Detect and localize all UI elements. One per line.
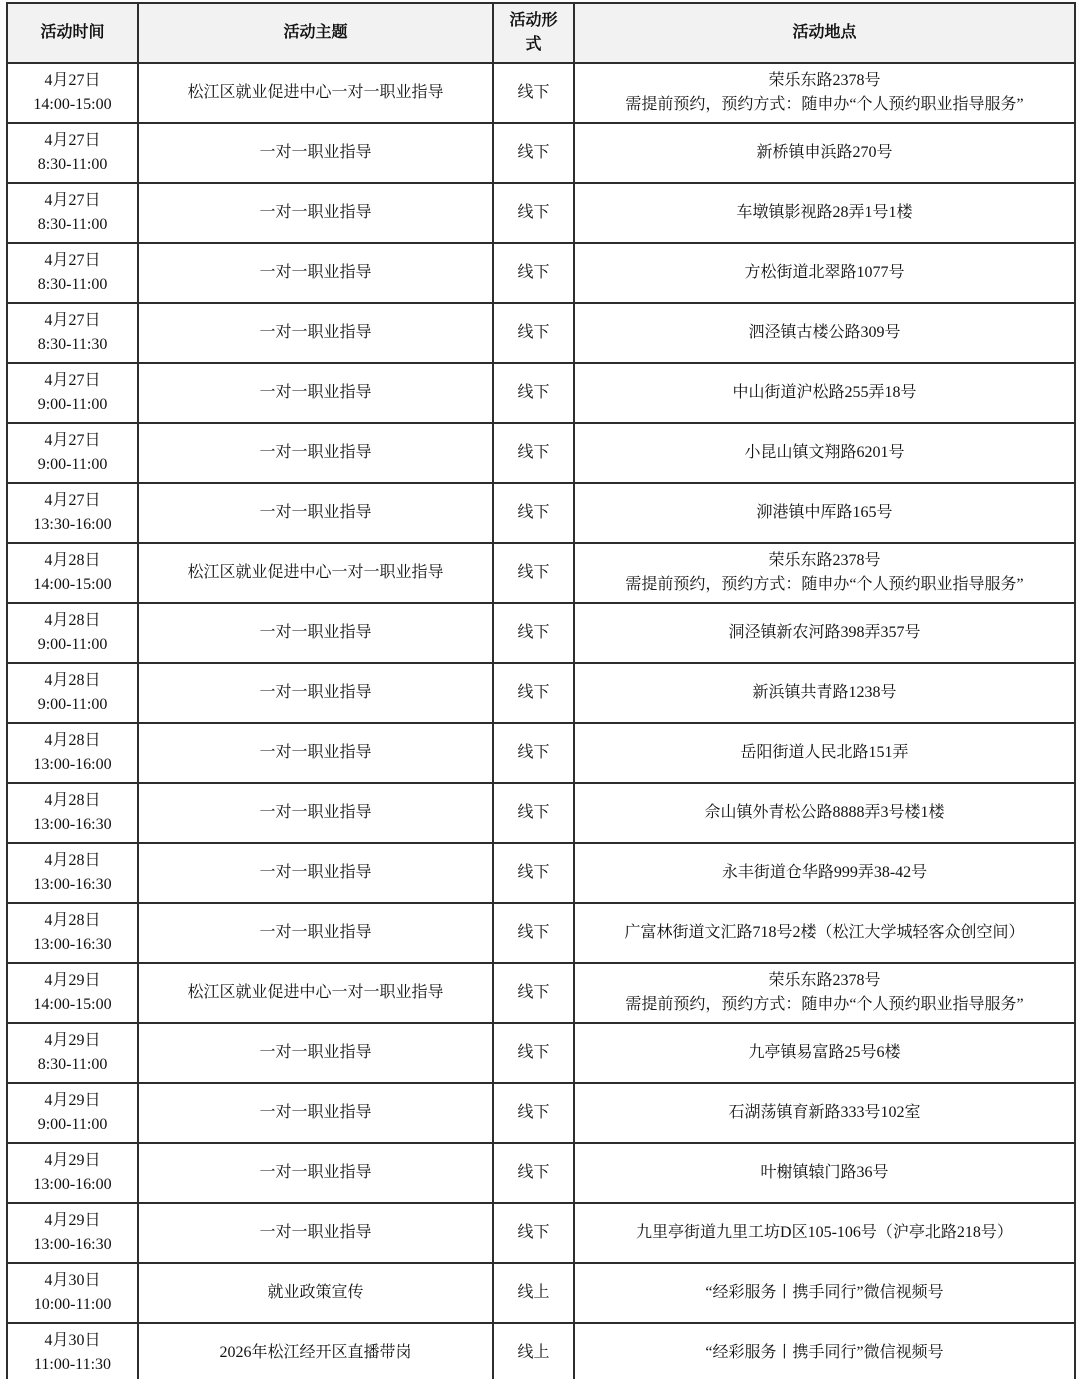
cell-activity-format: 线下 — [493, 303, 574, 363]
cell-activity-location — [574, 183, 1075, 243]
cell-activity-time — [7, 63, 138, 123]
cell-activity-theme: 一对一职业指导 — [138, 423, 493, 483]
table-row — [7, 543, 1075, 603]
cell-activity-theme: 松江区就业促进中心一对一职业指导 — [138, 543, 493, 603]
activity-location: 新浜镇共青路1238号 — [752, 684, 897, 701]
cell-activity-location — [574, 1263, 1075, 1323]
cell-activity-format: 线下 — [493, 483, 574, 543]
cell-activity-location — [574, 123, 1075, 183]
cell-activity-location — [574, 843, 1075, 903]
cell-activity-time — [7, 1323, 138, 1379]
cell-activity-theme: 一对一职业指导 — [138, 243, 493, 303]
cell-activity-theme: 一对一职业指导 — [138, 483, 493, 543]
activity-time-range: 8:30-11:00 — [37, 156, 108, 173]
activity-location: 九里亭街道九里工坊D区105-106号（沪亭北路218号） — [636, 1224, 1013, 1241]
cell-activity-theme: 一对一职业指导 — [138, 903, 493, 963]
column-header-activity-location: 活动地点 — [574, 3, 1075, 63]
table-row — [7, 1263, 1075, 1323]
activity-date: 4月27日 — [44, 492, 101, 509]
activity-location: 洞泾镇新农河路398弄357号 — [728, 624, 921, 641]
table-row — [7, 1023, 1075, 1083]
activity-date: 4月28日 — [44, 552, 101, 569]
cell-activity-format: 线下 — [493, 723, 574, 783]
activity-date: 4月29日 — [44, 1212, 101, 1229]
activity-time-range: 8:30-11:00 — [37, 216, 108, 233]
activity-time-range: 9:00-11:00 — [37, 696, 108, 713]
table-row — [7, 963, 1075, 1023]
cell-activity-location — [574, 663, 1075, 723]
activity-date: 4月29日 — [44, 1092, 101, 1109]
cell-activity-time — [7, 783, 138, 843]
cell-activity-theme: 一对一职业指导 — [138, 303, 493, 363]
cell-activity-format: 线下 — [493, 663, 574, 723]
table-row — [7, 363, 1075, 423]
cell-activity-location — [574, 243, 1075, 303]
activity-location: 新桥镇申浜路270号 — [756, 144, 893, 161]
activity-location: 中山街道沪松路255弄18号 — [732, 384, 917, 401]
cell-activity-format: 线下 — [493, 1203, 574, 1263]
table-row — [7, 843, 1075, 903]
cell-activity-format: 线下 — [493, 783, 574, 843]
table-row — [7, 423, 1075, 483]
cell-activity-theme: 一对一职业指导 — [138, 603, 493, 663]
activity-time-range: 11:00-11:30 — [33, 1356, 112, 1373]
activity-time-range: 13:00-16:00 — [33, 1176, 112, 1193]
activity-date: 4月27日 — [44, 312, 101, 329]
header-row — [7, 3, 1075, 63]
table-row — [7, 183, 1075, 243]
cell-activity-location — [574, 1083, 1075, 1143]
activity-date: 4月30日 — [44, 1332, 101, 1349]
cell-activity-theme: 一对一职业指导 — [138, 783, 493, 843]
cell-activity-time — [7, 1083, 138, 1143]
cell-activity-theme: 一对一职业指导 — [138, 723, 493, 783]
table-row — [7, 783, 1075, 843]
column-header-activity-time: 活动时间 — [7, 3, 138, 63]
cell-activity-time — [7, 1263, 138, 1323]
activity-location: 石湖荡镇育新路333号102室 — [728, 1104, 921, 1121]
activity-location: 岳阳街道人民北路151弄 — [740, 744, 909, 761]
cell-activity-time — [7, 183, 138, 243]
activity-date: 4月28日 — [44, 852, 101, 869]
activity-location-note: 需提前预约，预约方式：随申办“个人预约职业指导服务” — [625, 576, 1024, 593]
cell-activity-time — [7, 723, 138, 783]
activity-time-range: 13:00-16:00 — [33, 756, 112, 773]
cell-activity-format: 线上 — [493, 1263, 574, 1323]
cell-activity-time — [7, 903, 138, 963]
activity-date: 4月27日 — [44, 372, 101, 389]
activity-location: “经彩服务丨携手同行”微信视频号 — [705, 1284, 944, 1301]
cell-activity-time — [7, 1023, 138, 1083]
cell-activity-location — [574, 963, 1075, 1023]
table-row — [7, 603, 1075, 663]
cell-activity-location — [574, 483, 1075, 543]
activity-date: 4月29日 — [44, 1032, 101, 1049]
cell-activity-format: 线下 — [493, 603, 574, 663]
table-body — [7, 63, 1075, 1379]
cell-activity-time — [7, 663, 138, 723]
cell-activity-location — [574, 63, 1075, 123]
table-row — [7, 63, 1075, 123]
cell-activity-location — [574, 603, 1075, 663]
activity-location: 佘山镇外青松公路8888弄3号楼1楼 — [704, 804, 945, 821]
table-row — [7, 1323, 1075, 1379]
activity-time-range: 13:30-16:00 — [33, 516, 112, 533]
activity-time-range: 8:30-11:30 — [37, 336, 108, 353]
table-row — [7, 1203, 1075, 1263]
activity-time-range: 13:00-16:30 — [33, 816, 112, 833]
activity-time-range: 13:00-16:30 — [33, 936, 112, 953]
table-row — [7, 663, 1075, 723]
table-row — [7, 723, 1075, 783]
activity-date: 4月29日 — [44, 972, 101, 989]
table-row — [7, 903, 1075, 963]
cell-activity-format: 线下 — [493, 1143, 574, 1203]
cell-activity-theme: 一对一职业指导 — [138, 183, 493, 243]
activity-time-range: 13:00-16:30 — [33, 1236, 112, 1253]
cell-activity-location — [574, 543, 1075, 603]
cell-activity-time — [7, 843, 138, 903]
activity-date: 4月27日 — [44, 192, 101, 209]
cell-activity-location — [574, 303, 1075, 363]
table-row — [7, 1083, 1075, 1143]
cell-activity-theme: 就业政策宣传 — [138, 1263, 493, 1323]
cell-activity-format: 线下 — [493, 1023, 574, 1083]
activity-date: 4月27日 — [44, 72, 101, 89]
cell-activity-theme: 一对一职业指导 — [138, 1023, 493, 1083]
cell-activity-location — [574, 1323, 1075, 1379]
cell-activity-time — [7, 603, 138, 663]
activity-location: 荣乐东路2378号 — [768, 972, 881, 989]
cell-activity-location — [574, 363, 1075, 423]
column-header-activity-format: 活动形式 — [493, 3, 574, 63]
activity-location: 小昆山镇文翔路6201号 — [744, 444, 905, 461]
activity-date: 4月28日 — [44, 732, 101, 749]
activity-date: 4月29日 — [44, 1152, 101, 1169]
cell-activity-format: 线下 — [493, 963, 574, 1023]
activity-location: 荣乐东路2378号 — [768, 552, 881, 569]
cell-activity-theme: 一对一职业指导 — [138, 1083, 493, 1143]
activity-date: 4月27日 — [44, 432, 101, 449]
column-header-activity-theme: 活动主题 — [138, 3, 493, 63]
cell-activity-format: 线下 — [493, 843, 574, 903]
activity-time-range: 8:30-11:00 — [37, 276, 108, 293]
cell-activity-location — [574, 1143, 1075, 1203]
table-row — [7, 123, 1075, 183]
activity-location: 九亭镇易富路25号6楼 — [748, 1044, 901, 1061]
cell-activity-theme: 一对一职业指导 — [138, 363, 493, 423]
cell-activity-time — [7, 363, 138, 423]
cell-activity-format: 线下 — [493, 243, 574, 303]
activity-time-range: 9:00-11:00 — [37, 456, 108, 473]
cell-activity-format: 线下 — [493, 123, 574, 183]
table-row — [7, 483, 1075, 543]
activity-time-range: 8:30-11:00 — [37, 1056, 108, 1073]
activity-location: 泖港镇中厍路165号 — [756, 504, 893, 521]
table-row — [7, 243, 1075, 303]
cell-activity-time — [7, 963, 138, 1023]
cell-activity-time — [7, 1143, 138, 1203]
activity-date: 4月28日 — [44, 672, 101, 689]
cell-activity-theme: 一对一职业指导 — [138, 1143, 493, 1203]
cell-activity-format: 线下 — [493, 363, 574, 423]
cell-activity-theme: 松江区就业促进中心一对一职业指导 — [138, 63, 493, 123]
activity-time-range: 13:00-16:30 — [33, 876, 112, 893]
cell-activity-location — [574, 1023, 1075, 1083]
activity-date: 4月30日 — [44, 1272, 101, 1289]
cell-activity-time — [7, 543, 138, 603]
cell-activity-theme: 一对一职业指导 — [138, 1203, 493, 1263]
activity-time-range: 10:00-11:00 — [33, 1296, 112, 1313]
activity-location: “经彩服务丨携手同行”微信视频号 — [705, 1344, 944, 1361]
cell-activity-location — [574, 1203, 1075, 1263]
activity-date: 4月28日 — [44, 612, 101, 629]
cell-activity-format: 线下 — [493, 1083, 574, 1143]
cell-activity-time — [7, 483, 138, 543]
cell-activity-time — [7, 243, 138, 303]
activity-location: 泗泾镇古楼公路309号 — [748, 324, 901, 341]
activity-location: 荣乐东路2378号 — [768, 72, 881, 89]
table-header — [7, 3, 1075, 63]
activity-time-range: 9:00-11:00 — [37, 636, 108, 653]
cell-activity-format: 线下 — [493, 63, 574, 123]
activity-date: 4月28日 — [44, 792, 101, 809]
cell-activity-location — [574, 783, 1075, 843]
activity-location: 广富林街道文汇路718号2楼（松江大学城轻客众创空间） — [624, 924, 1025, 941]
activity-date: 4月28日 — [44, 912, 101, 929]
table-row — [7, 303, 1075, 363]
cell-activity-location — [574, 423, 1075, 483]
activity-time-range: 9:00-11:00 — [37, 396, 108, 413]
cell-activity-format: 线上 — [493, 1323, 574, 1379]
cell-activity-theme: 一对一职业指导 — [138, 843, 493, 903]
activity-location: 车墩镇影视路28弄1号1楼 — [736, 204, 913, 221]
cell-activity-format: 线下 — [493, 543, 574, 603]
cell-activity-format: 线下 — [493, 903, 574, 963]
cell-activity-location — [574, 723, 1075, 783]
activity-time-range: 14:00-15:00 — [33, 996, 112, 1013]
activity-schedule-table — [6, 2, 1076, 1379]
cell-activity-format: 线下 — [493, 183, 574, 243]
activity-date: 4月27日 — [44, 252, 101, 269]
activity-location: 方松街道北翠路1077号 — [744, 264, 905, 281]
activity-date: 4月27日 — [44, 132, 101, 149]
activity-time-range: 14:00-15:00 — [33, 96, 112, 113]
cell-activity-theme: 一对一职业指导 — [138, 123, 493, 183]
activity-location-note: 需提前预约，预约方式：随申办“个人预约职业指导服务” — [625, 996, 1024, 1013]
cell-activity-theme: 2026年松江经开区直播带岗 — [138, 1323, 493, 1379]
activity-location-note: 需提前预约，预约方式：随申办“个人预约职业指导服务” — [625, 96, 1024, 113]
cell-activity-theme: 松江区就业促进中心一对一职业指导 — [138, 963, 493, 1023]
table-row — [7, 1143, 1075, 1203]
activity-time-range: 9:00-11:00 — [37, 1116, 108, 1133]
cell-activity-time — [7, 1203, 138, 1263]
activity-location: 永丰街道仓华路999弄38-42号 — [721, 864, 928, 881]
activity-location: 叶榭镇辕门路36号 — [760, 1164, 889, 1181]
cell-activity-format: 线下 — [493, 423, 574, 483]
cell-activity-location — [574, 903, 1075, 963]
cell-activity-time — [7, 423, 138, 483]
cell-activity-time — [7, 123, 138, 183]
cell-activity-time — [7, 303, 138, 363]
cell-activity-theme: 一对一职业指导 — [138, 663, 493, 723]
activity-time-range: 14:00-15:00 — [33, 576, 112, 593]
